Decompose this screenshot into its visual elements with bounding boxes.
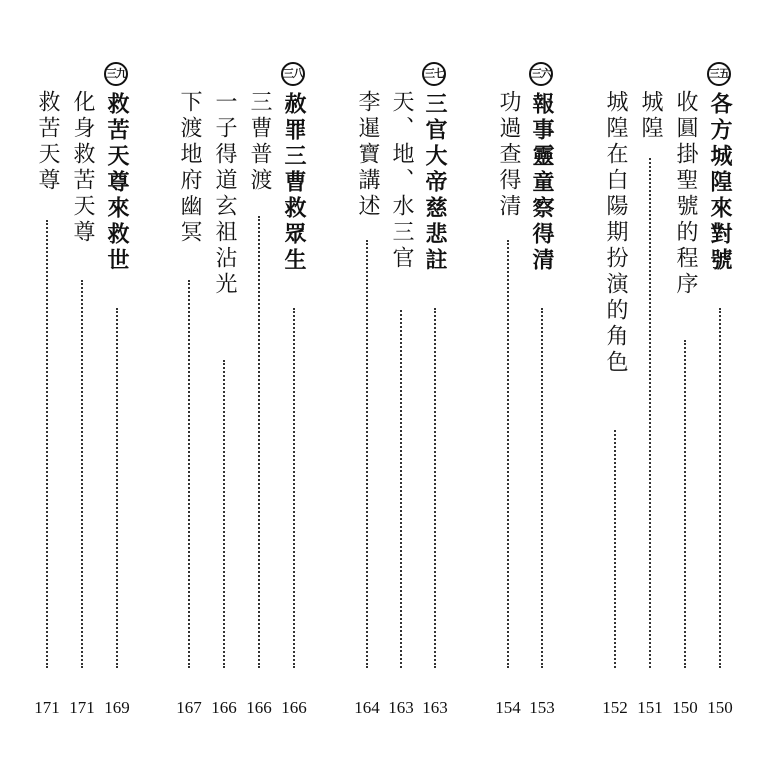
toc-entry[interactable] xyxy=(279,60,309,720)
page-number: 151 xyxy=(637,698,663,717)
page-number: 171 xyxy=(69,698,95,717)
dot-leader xyxy=(541,308,543,668)
entry-title: 城隍在白陽期扮演的角色 xyxy=(603,90,628,376)
page-number: 169 xyxy=(104,698,130,717)
toc-entry[interactable] xyxy=(670,60,700,720)
toc-entry[interactable] xyxy=(209,60,239,720)
page-number: 167 xyxy=(176,698,202,717)
section-number-badge: 三五 xyxy=(707,62,731,86)
toc-entry[interactable] xyxy=(635,60,665,720)
toc-entry[interactable] xyxy=(600,60,630,720)
section-title: 各方城隍來對號 xyxy=(707,92,733,274)
section-title: 救苦天尊來救世 xyxy=(104,92,130,274)
toc-entry[interactable] xyxy=(386,60,416,720)
dot-leader xyxy=(116,308,118,668)
toc-entry[interactable] xyxy=(352,60,382,720)
dot-leader xyxy=(188,280,190,668)
toc-entry[interactable] xyxy=(102,60,132,720)
dot-leader xyxy=(293,308,295,668)
dot-leader xyxy=(258,216,260,668)
page-number: 164 xyxy=(354,698,380,717)
dot-leader xyxy=(434,308,436,668)
entry-title: 下渡地府幽冥 xyxy=(177,90,202,246)
entry-title: 功過查得清 xyxy=(496,90,521,220)
dot-leader xyxy=(46,220,48,668)
entry-title: 救苦天尊 xyxy=(35,90,60,194)
toc-entry[interactable] xyxy=(705,60,735,720)
dot-leader xyxy=(400,310,402,668)
page-number: 153 xyxy=(529,698,555,717)
entry-title: 化身救苦天尊 xyxy=(70,90,95,246)
page-number: 166 xyxy=(246,698,272,717)
page-number: 163 xyxy=(422,698,448,717)
dot-leader xyxy=(507,240,509,668)
toc-entry[interactable] xyxy=(493,60,523,720)
dot-leader xyxy=(684,340,686,668)
page-number: 166 xyxy=(211,698,237,717)
page-number: 171 xyxy=(34,698,60,717)
toc-entry[interactable] xyxy=(244,60,274,720)
toc-entry[interactable] xyxy=(32,60,62,720)
toc-entry[interactable] xyxy=(527,60,557,720)
entry-title: 天、地、水三官 xyxy=(389,90,414,272)
entry-title: 三曹普渡 xyxy=(247,90,272,194)
section-number-badge: 三九 xyxy=(104,62,128,86)
section-number-badge: 三八 xyxy=(281,62,305,86)
dot-leader xyxy=(649,158,651,668)
dot-leader xyxy=(719,308,721,668)
section-title: 報事靈童察得清 xyxy=(529,92,555,274)
dot-leader xyxy=(81,280,83,668)
page-number: 154 xyxy=(495,698,521,717)
toc-entry[interactable] xyxy=(420,60,450,720)
dot-leader xyxy=(614,430,616,668)
page-number: 150 xyxy=(707,698,733,717)
entry-title: 李暹寶講述 xyxy=(355,90,380,220)
entry-title: 一子得道玄祖沾光 xyxy=(212,90,237,298)
toc-entry[interactable] xyxy=(67,60,97,720)
dot-leader xyxy=(223,360,225,668)
page-number: 163 xyxy=(388,698,414,717)
entry-title: 城隍 xyxy=(638,90,663,142)
page-number: 150 xyxy=(672,698,698,717)
toc-entry[interactable] xyxy=(174,60,204,720)
entry-title: 收圓掛聖號的程序 xyxy=(673,90,698,298)
section-title: 赦罪三曹救眾生 xyxy=(281,92,307,274)
section-number-badge: 三六 xyxy=(529,62,553,86)
dot-leader xyxy=(366,240,368,668)
section-number-badge: 三七 xyxy=(422,62,446,86)
page-number: 152 xyxy=(602,698,628,717)
section-title: 三官大帝慈悲註 xyxy=(422,92,448,274)
page-number: 166 xyxy=(281,698,307,717)
